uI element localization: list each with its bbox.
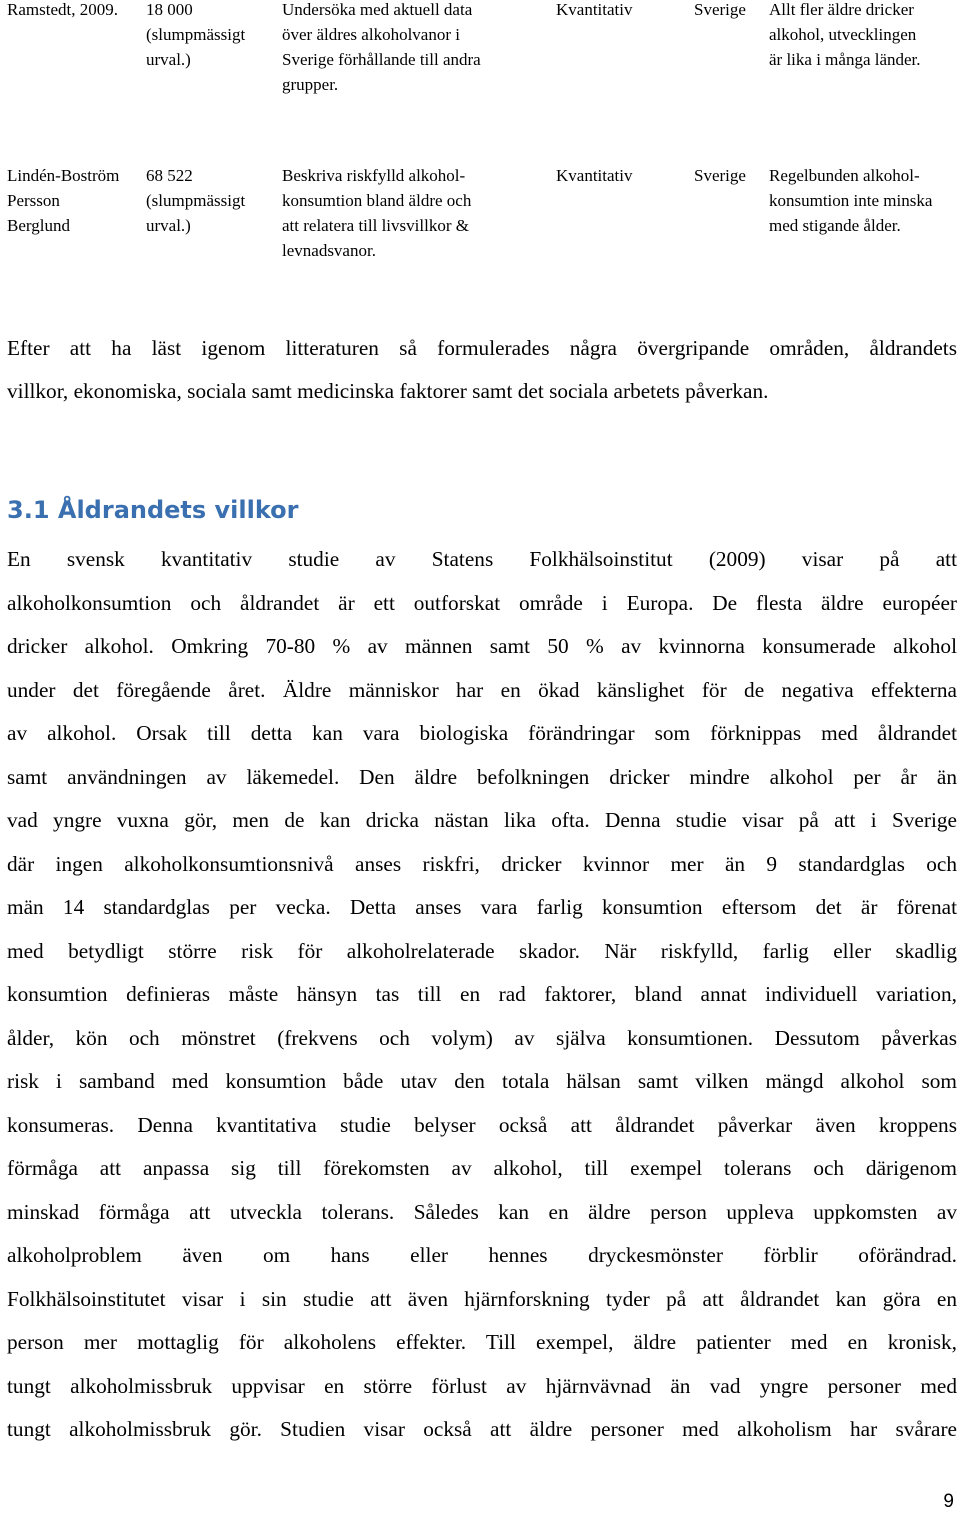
paragraph-line: konsumeras. Denna kvantitativa studie belyser också att åldrandet påverkar även kroppens <box>7 1112 957 1137</box>
paragraph-line: där ingen alkoholkonsumtionsnivå anses riskfri, dricker kvinnor mer än 9 standardglas och <box>7 851 957 876</box>
paragraph-line: av alkohol. Orsak till detta kan vara biologiska förändringar som förknippas med åldrandet <box>7 721 957 745</box>
paragraph-line: person mer mottaglig för alkoholens effekter. Till exempel, äldre patienter med en kronisk, <box>7 1330 957 1354</box>
table-cell-method: Kvantitativ <box>556 166 633 185</box>
table-cell-aim: Undersöka med aktuell data över äldres alkoholvanor i Sverige förhållande till andra grupper. <box>282 0 481 94</box>
table-cell-result: Regelbunden alkohol- konsumtion inte minska med stigande ålder. <box>769 166 933 235</box>
paragraph-line: tungt alkoholmissbruk gör. Studien visar också att äldre personer med alkoholism har svårare <box>7 1417 957 1441</box>
table-cell-method: Kvantitativ <box>556 0 633 19</box>
section-heading: 3.1 Åldrandets villkor <box>7 496 299 524</box>
paragraph-line: förmåga att anpassa sig till förekomsten av alkohol, till exempel tolerans och därigenom <box>7 1156 957 1180</box>
paragraph-line: ålder, kön och mönstret (frekvens och volym) av själva konsumtionen. Dessutom påverkas <box>7 1025 957 1050</box>
paragraph-line: alkoholproblem även om hans eller hennes dryckesmönster förblir oförändrad. <box>7 1243 957 1267</box>
paragraph-line: Efter att ha läst igenom litteraturen så formulerades några övergripande områden, åldrandets <box>7 336 957 360</box>
paragraph-line: tungt alkoholmissbruk uppvisar en större förlust av hjärnvävnad än vad yngre personer med <box>7 1373 957 1398</box>
paragraph-line: konsumtion definieras måste hänsyn tas till en rad faktorer, bland annat individuell variation, <box>7 982 957 1006</box>
table-cell-sample: 68 522 (slumpmässigt urval.) <box>146 166 246 235</box>
page-number: 9 <box>943 1491 954 1512</box>
table-cell-sample: 18 000 (slumpmässigt urval.) <box>146 0 246 69</box>
paragraph-line: med betydligt större risk för alkoholrelaterade skador. När riskfylld, farlig eller skadlig <box>7 938 957 963</box>
table-cell-result: Allt fler äldre dricker alkohol, utvecklingen är lika i många länder. <box>769 0 921 69</box>
paragraph-line: Folkhälsoinstitutet visar i sin studie att även hjärnforskning tyder på att åldrandet kan göra en <box>7 1286 957 1311</box>
paragraph-line: vad yngre vuxna gör, men de kan dricka nästan lika ofta. Denna studie visar på att i Sverige <box>7 808 957 832</box>
table-cell-country: Sverige <box>694 166 746 185</box>
paragraph-line: dricker alkohol. Omkring 70-80 % av männen samt 50 % av kvinnorna konsumerade alkohol <box>7 634 957 658</box>
paragraph-line: män 14 standardglas per vecka. Detta anses vara farlig konsumtion eftersom det är förenat <box>7 895 957 919</box>
table-cell-author: Ramstedt, 2009. <box>7 0 118 19</box>
table-cell-aim: Beskriva riskfylld alkohol- konsumtion bland äldre och att relatera till livsvillkor & levnadsvanor. <box>282 166 472 260</box>
table-cell-author: Lindén-Boström Persson Berglund <box>7 166 120 235</box>
paragraph-line: villkor, ekonomiska, sociala samt medicinska faktorer samt det sociala arbetets påverkan. <box>7 379 769 403</box>
paragraph-line: under det föregående året. Äldre människor har en ökad känslighet för de negativa effekterna <box>7 677 957 702</box>
paragraph-line: risk i samband med konsumtion både utav den totala hälsan samt vilken mängd alkohol som <box>7 1069 957 1093</box>
paragraph-line: samt användningen av läkemedel. Den äldre befolkningen dricker mindre alkohol per år än <box>7 764 957 789</box>
paragraph-line: alkoholkonsumtion och åldrandet är ett outforskat område i Europa. De flesta äldre européer <box>7 590 957 615</box>
paragraph-line: En svensk kvantitativ studie av Statens Folkhälsoinstitut (2009) visar på att <box>7 547 957 571</box>
paragraph-line: minskad förmåga att utveckla tolerans. Således kan en äldre person uppleva uppkomsten av <box>7 1199 957 1224</box>
table-cell-country: Sverige <box>694 0 746 19</box>
